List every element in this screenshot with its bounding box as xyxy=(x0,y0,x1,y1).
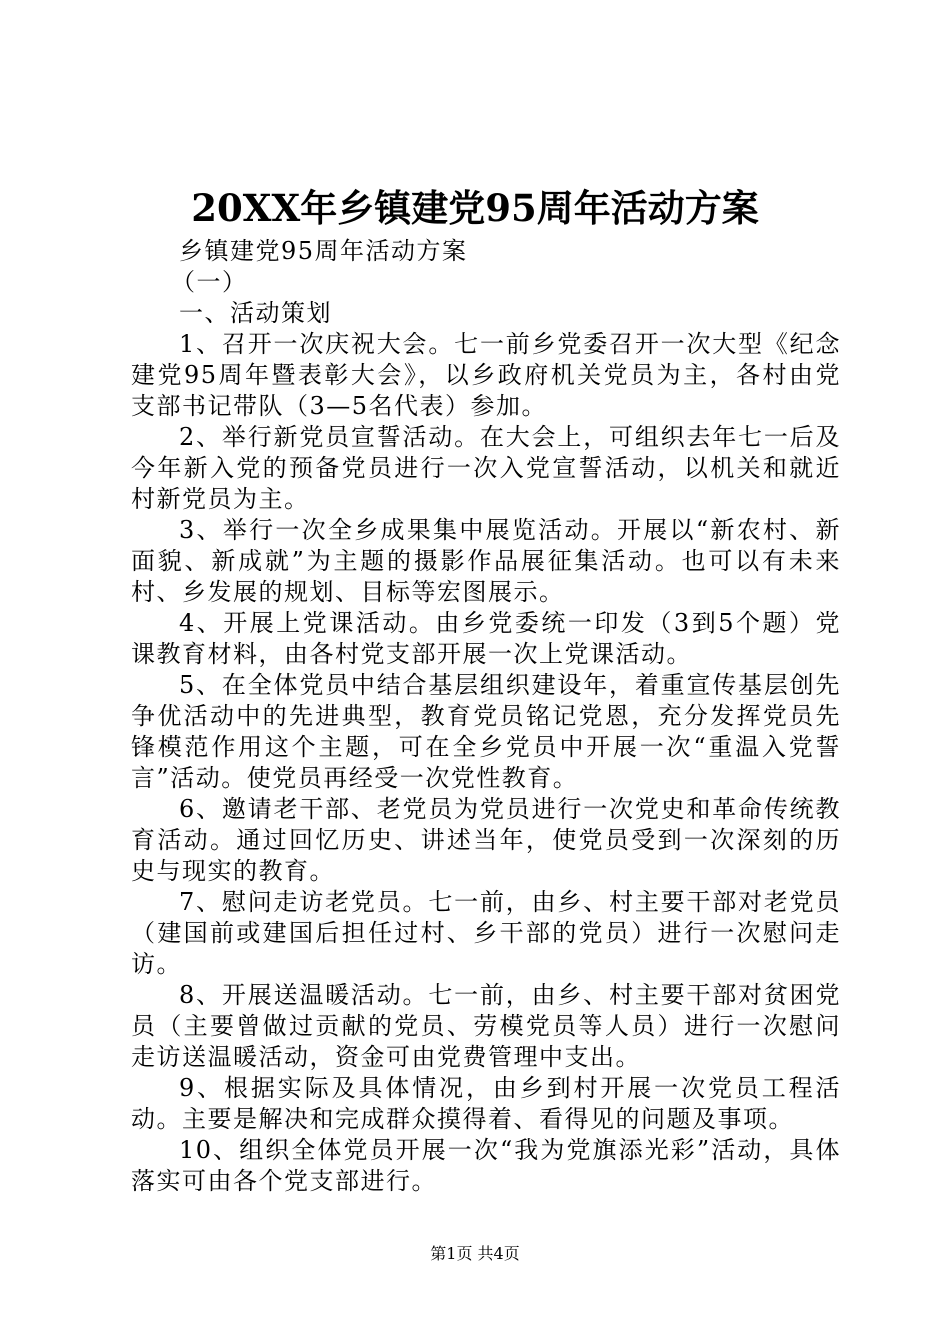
paragraph-5: 5、在全体党员中结合基层组织建设年，着重宣传基层创先争优活动中的先进典型，教育党员铭记党恩，充分发挥党员先锋模范作用这个主题，可在全乡党员中开展一次“重温入党誓言”活动。使党员再经受一次党性教育。 xyxy=(131,671,841,792)
section-number: （一） xyxy=(171,268,248,296)
document-title: 20XX年乡镇建党95周年活动方案 xyxy=(191,186,759,230)
paragraph-9: 9、根据实际及具体情况，由乡到村开展一次党员工程活动。主要是解决和完成群众摸得着、看得见的问题及事项。 xyxy=(131,1074,841,1133)
paragraph-7: 7、慰问走访老党员。七一前，由乡、村主要干部对老党员（建国前或建国后担任过村、乡干部的党员）进行一次慰问走访。 xyxy=(131,888,841,978)
paragraph-3: 3、举行一次全乡成果集中展览活动。开展以“新农村、新面貌、新成就”为主题的摄影作品展征集活动。也可以有未来村、乡发展的规划、目标等宏图展示。 xyxy=(131,516,841,606)
paragraph-8: 8、开展送温暖活动。七一前，由乡、村主要干部对贫困党员（主要曾做过贡献的党员、劳模党员等人员）进行一次慰问走访送温暖活动，资金可由党费管理中支出。 xyxy=(131,981,841,1071)
document-subtitle: 乡镇建党95周年活动方案 xyxy=(179,237,468,265)
document-body xyxy=(131,236,841,1197)
paragraph-10: 10、组织全体党员开展一次“我为党旗添光彩”活动，具体落实可由各个党支部进行。 xyxy=(131,1136,841,1195)
paragraph-6: 6、邀请老干部、老党员为党员进行一次党史和革命传统教育活动。通过回忆历史、讲述当年，使党员受到一次深刻的历史与现实的教育。 xyxy=(131,795,841,885)
section-heading: 一、活动策划 xyxy=(179,299,332,327)
paragraph-2: 2、举行新党员宣誓活动。在大会上，可组织去年七一后及今年新入党的预备党员进行一次入党宣誓活动，以机关和就近村新党员为主。 xyxy=(131,423,841,513)
paragraph-1: 1、召开一次庆祝大会。七一前乡党委召开一次大型《纪念建党95周年暨表彰大会》，以乡政府机关党员为主，各村由党支部书记带队（3—5名代表）参加。 xyxy=(131,330,841,420)
page-footer: 第1页 共4页 xyxy=(430,1244,520,1263)
paragraph-4: 4、开展上党课活动。由乡党委统一印发（3到5个题）党课教育材料，由各村党支部开展一次上党课活动。 xyxy=(131,609,841,668)
